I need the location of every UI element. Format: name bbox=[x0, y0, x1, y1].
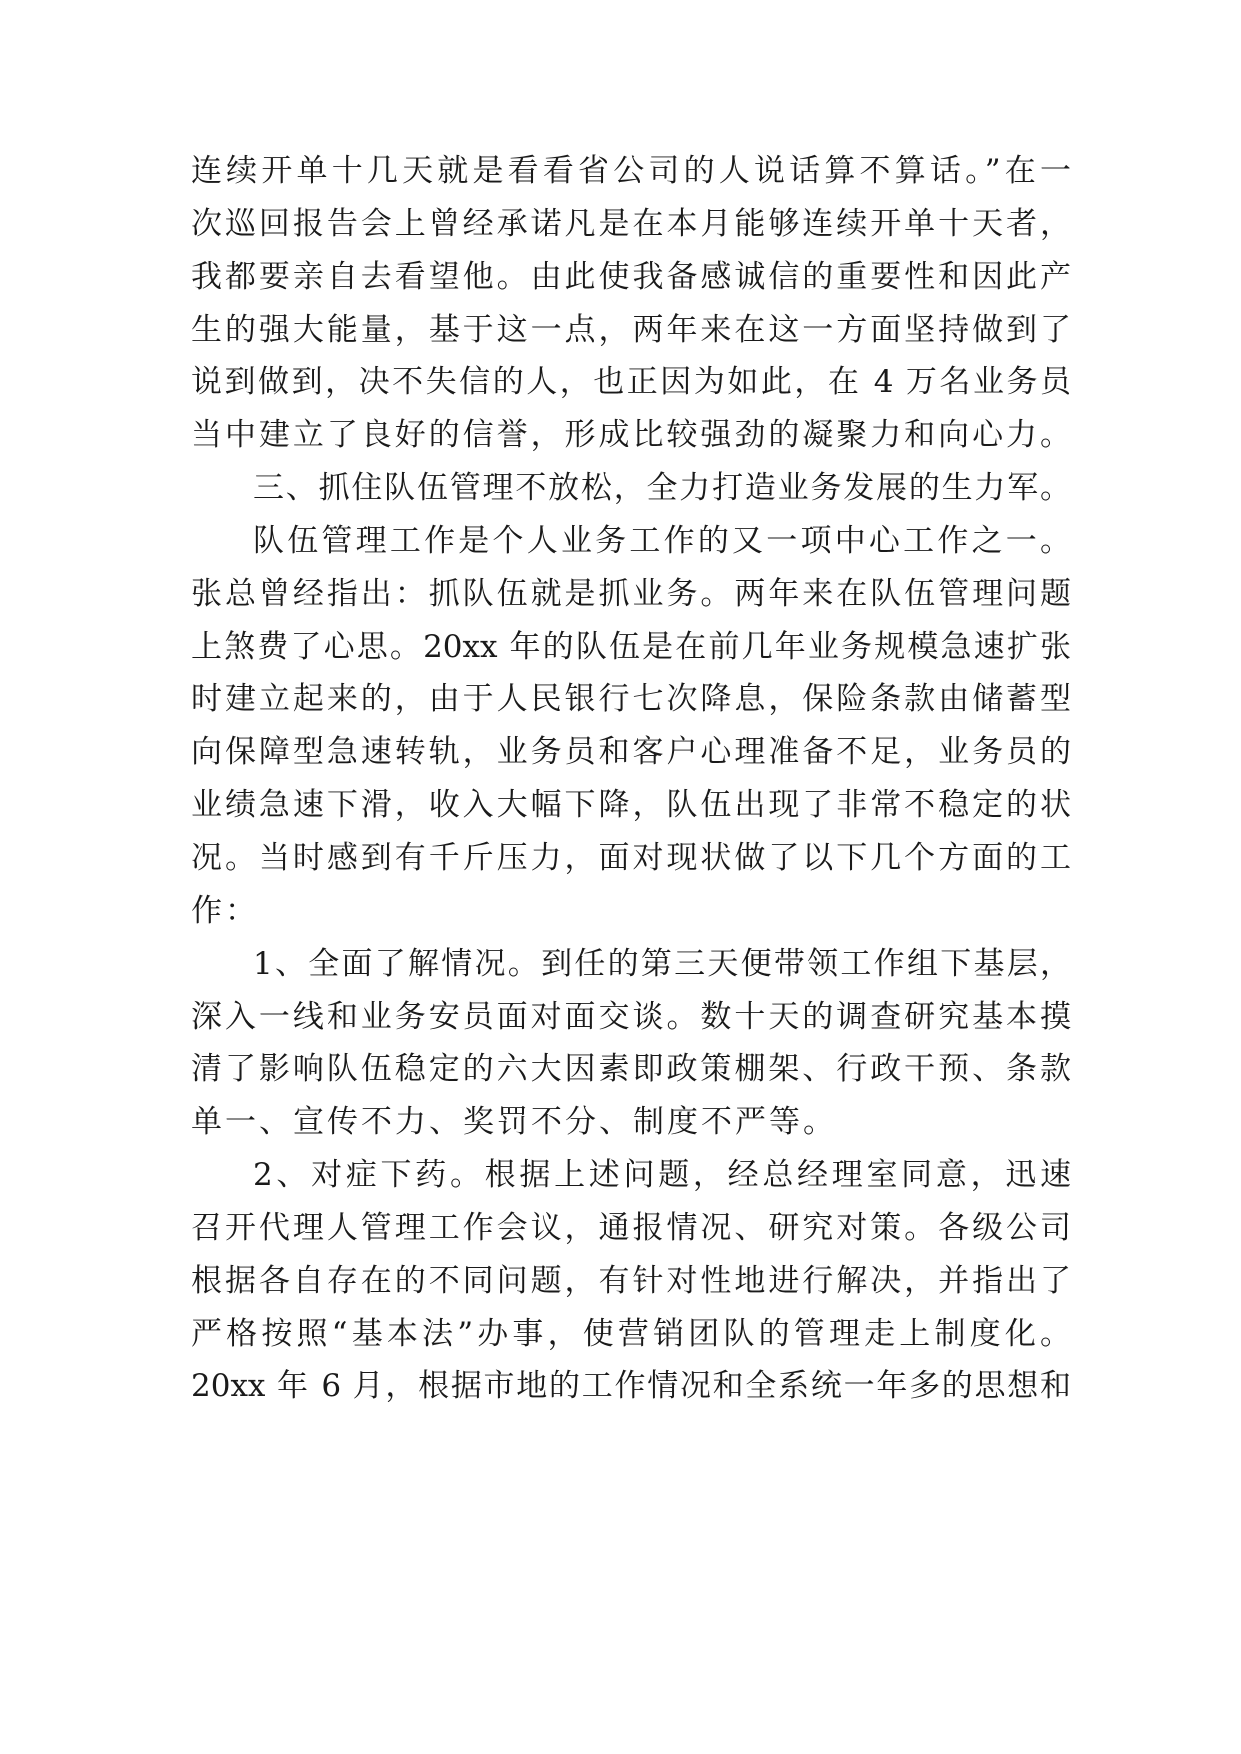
text-line: 深入一线和业务安员面对面交谈。数十天的调查研究基本摸 bbox=[191, 999, 1071, 1035]
text-line: 清了影响队伍稳定的六大因素即政策棚架、行政干预、条款 bbox=[191, 1051, 1071, 1087]
text-line: 连续开单十几天就是看看省公司的人说话算不算话。”在一 bbox=[191, 153, 1071, 189]
text-line: 根据各自存在的不同问题，有针对性地进行解决，并指出了 bbox=[191, 1263, 1071, 1299]
text-line: 队伍管理工作是个人业务工作的又一项中心工作之一。 bbox=[253, 523, 1071, 559]
text-line: 2、对症下药。根据上述问题，经总经理室同意，迅速 bbox=[253, 1157, 1071, 1193]
text-line: 我都要亲自去看望他。由此使我备感诚信的重要性和因此产 bbox=[191, 259, 1071, 295]
text-line: 业绩急速下滑，收入大幅下降，队伍出现了非常不稳定的状 bbox=[191, 787, 1071, 823]
text-line: 生的强大能量，基于这一点，两年来在这一方面坚持做到了 bbox=[191, 312, 1071, 348]
text-line: 张总曾经指出：抓队伍就是抓业务。两年来在队伍管理问题 bbox=[191, 576, 1071, 612]
text-line: 单一、宣传不力、奖罚不分、制度不严等。 bbox=[191, 1104, 837, 1140]
text-line: 时建立起来的，由于人民银行七次降息，保险条款由储蓄型 bbox=[191, 681, 1071, 717]
text-line: 说到做到，决不失信的人，也正因为如此，在 4 万名业务员 bbox=[191, 364, 1071, 400]
text-line: 向保障型急速转轨，业务员和客户心理准备不足，业务员的 bbox=[191, 734, 1071, 770]
text-line: 上煞费了心思。20xx 年的队伍是在前几年业务规模急速扩张 bbox=[191, 629, 1071, 665]
text-line: 况。当时感到有千斤压力，面对现状做了以下几个方面的工 bbox=[191, 840, 1071, 876]
text-line: 当中建立了良好的信誉，形成比较强劲的凝聚力和向心力。 bbox=[191, 417, 1071, 453]
text-line: 作： bbox=[191, 893, 259, 929]
text-line: 1、全面了解情况。到任的第三天便带领工作组下基层， bbox=[253, 946, 1071, 982]
text-line: 严格按照“基本法”办事，使营销团队的管理走上制度化。 bbox=[191, 1316, 1071, 1352]
text-line: 召开代理人管理工作会议，通报情况、研究对策。各级公司 bbox=[191, 1210, 1071, 1246]
text-line: 次巡回报告会上曾经承诺凡是在本月能够连续开单十天者， bbox=[191, 206, 1071, 242]
text-line: 三、抓住队伍管理不放松，全力打造业务发展的生力军。 bbox=[253, 470, 1071, 506]
text-line: 20xx 年 6 月，根据市地的工作情况和全系统一年多的思想和 bbox=[191, 1368, 1071, 1404]
